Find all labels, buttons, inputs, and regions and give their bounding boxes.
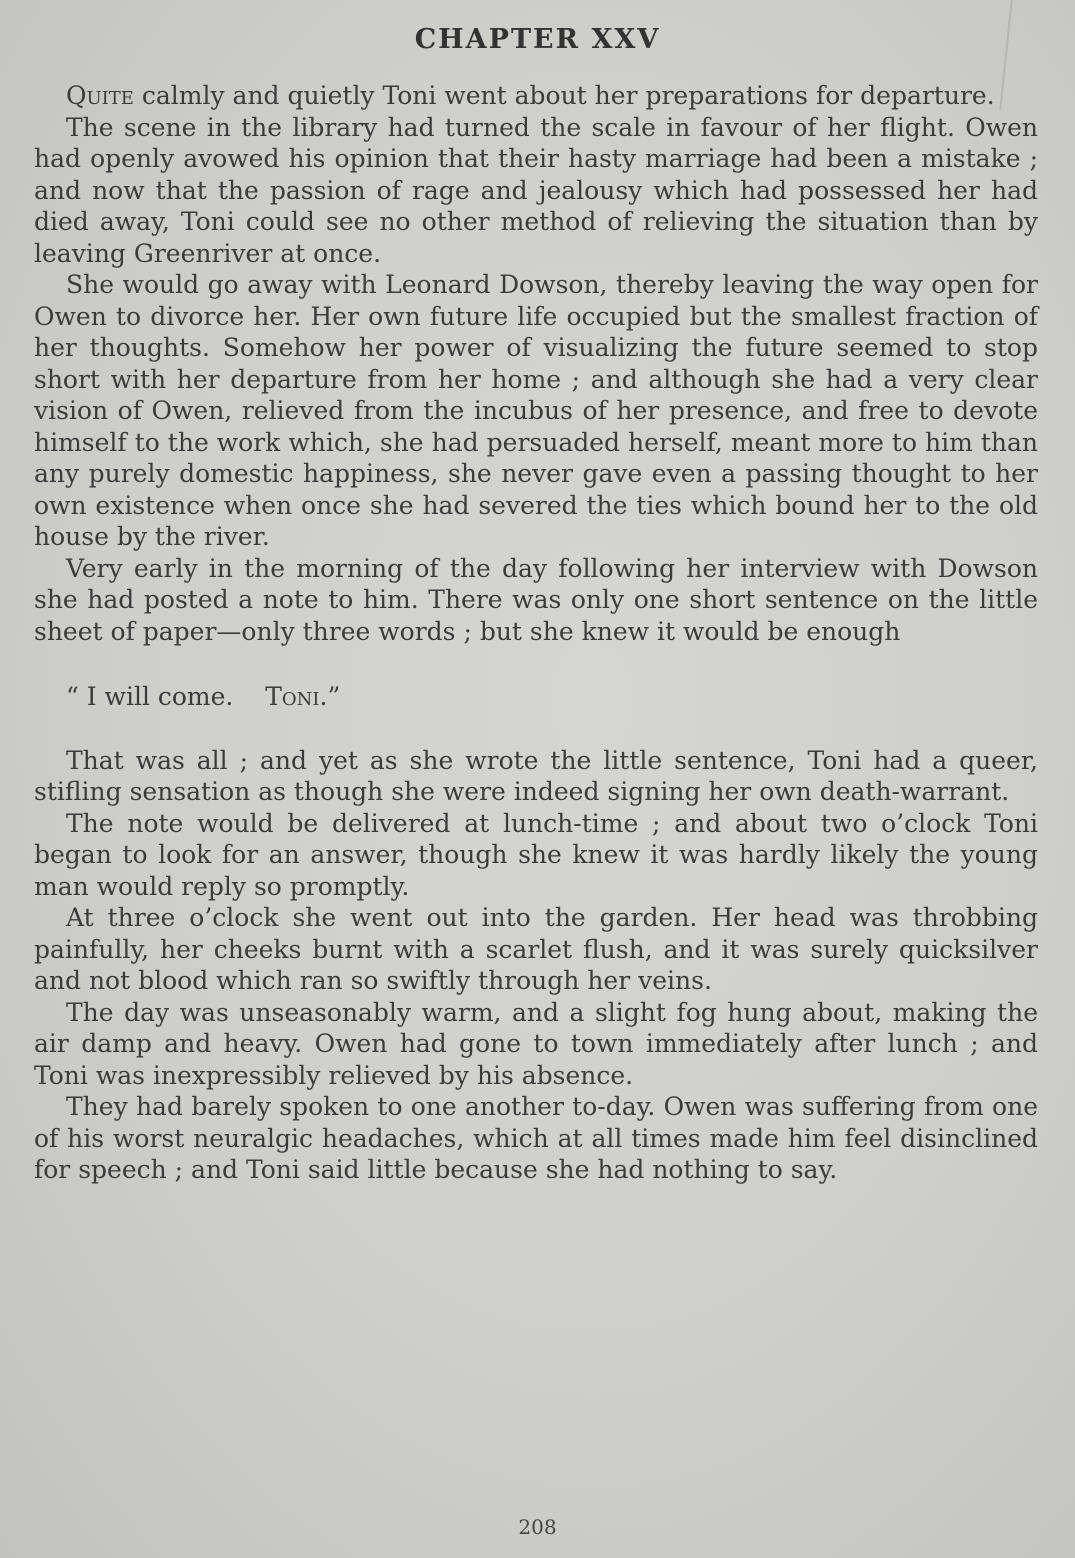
note-close: ” <box>327 682 341 711</box>
paragraph-1-lead: Quite <box>66 81 134 110</box>
note-quote <box>34 681 1038 713</box>
paragraph-5: That was all ; and yet as she wrote the little sentence, Toni had a queer, stifling sensation as though she were indeed signing her own death-warrant. <box>34 745 1038 806</box>
paragraph-2: The scene in the library had turned the scale in favour of her flight. Owen had openly avowed his opinion that their hasty marriage had been a mistake ; and now that the passion of rage and jealousy which had possessed her had died away, Toni could see no other method of relieving the situation than by leaving Greenriver at once. <box>34 112 1038 268</box>
paragraph-4: Very early in the morning of the day following her interview with Dowson she had posted a note to him. There was only one short sentence on the little sheet of paper—only three words ; but she knew it would be enough <box>34 553 1038 646</box>
paragraph-1-text: calmly and quietly Toni went about her preparations for departure. <box>133 81 995 110</box>
chapter-body <box>34 80 1038 1186</box>
paragraph-9: They had barely spoken to one another to-day. Owen was suffering from one of his worst neuralgic headaches, which at all times made him feel disinclined for speech ; and Toni said little because she had nothing to say. <box>34 1092 1038 1184</box>
page-number: 208 <box>518 1515 557 1539</box>
chapter-heading: CHAPTER XXV <box>414 24 661 55</box>
paragraph-6: The note would be delivered at lunch-time ; and about two o’clock Toni began to look for an answer, though she knew it was hardly likely the young man would reply so promptly. <box>34 808 1038 901</box>
paragraph-1 <box>34 80 1038 112</box>
paragraph-3: She would go away with Leonard Dowson, thereby leaving the way open for Owen to divorce her. Her own future life occupied but the smallest fraction of her thoughts. Somehow her power of visualizing the future seemed to stop short with her departure from her home ; and although she had a very clear vision of Owen, relieved from the incubus of her presence, and free to devote himself to the work which, she had persuaded herself, meant more to him than any purely domestic happiness, she never gave even a passing thought to her own existence when once she had severed the ties which bound her to the old house by the river. <box>34 270 1038 551</box>
paragraph-8: The day was unseasonably warm, and a slight fog hung about, making the air damp and heavy. Owen had gone to town immediately after lunch ; and Toni was inexpressibly relieved by his absence. <box>34 997 1038 1090</box>
note-text: “ I will come. <box>66 682 234 711</box>
note-signature: Toni. <box>265 682 328 711</box>
paragraph-7: At three o’clock she went out into the garden. Her head was throbbing painfully, her cheeks burnt with a scarlet flush, and it was surely quicksilver and not blood which ran so swiftly through her veins. <box>34 903 1038 995</box>
